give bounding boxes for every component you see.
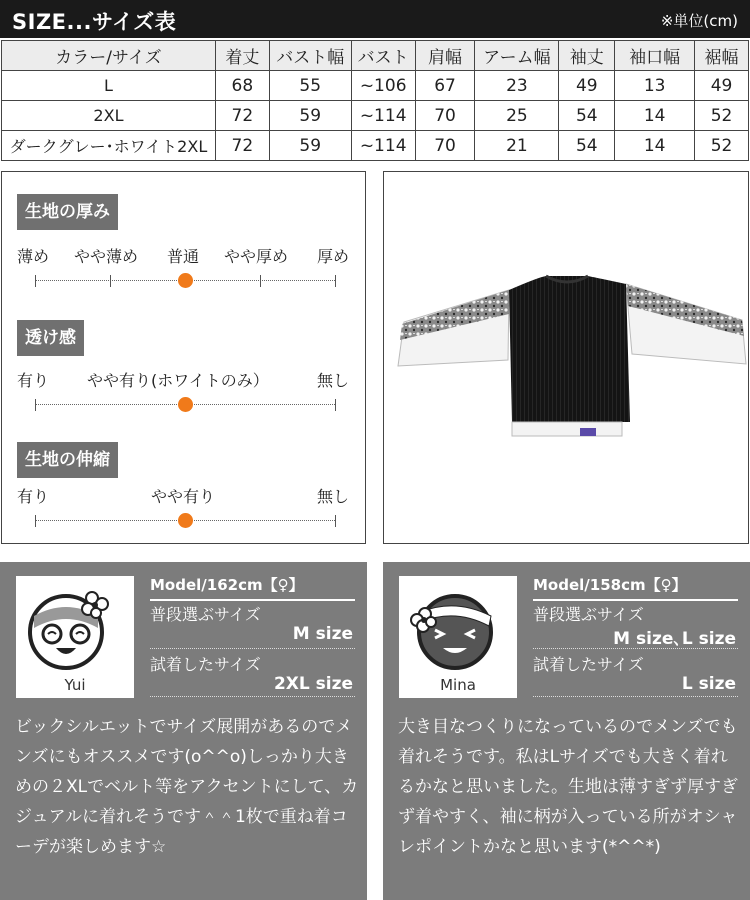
table-cell: 21 bbox=[475, 131, 559, 161]
scale-tick bbox=[335, 275, 336, 287]
transparency-option: 有り bbox=[17, 371, 50, 390]
thickness-label: 生地の厚み bbox=[17, 194, 118, 230]
divider bbox=[150, 696, 355, 697]
table-cell: 25 bbox=[475, 101, 559, 131]
avatar bbox=[16, 576, 134, 698]
divider bbox=[533, 648, 738, 649]
table-cell: 55 bbox=[269, 71, 351, 101]
model-heading bbox=[533, 574, 738, 601]
scale-tick bbox=[110, 275, 111, 287]
table-cell: ~114 bbox=[351, 101, 415, 131]
table-cell: 59 bbox=[269, 101, 351, 131]
table-header-row bbox=[2, 41, 749, 71]
model-face-icon bbox=[399, 576, 517, 676]
table-cell: 54 bbox=[559, 131, 615, 161]
table-cell: 14 bbox=[615, 131, 695, 161]
table-cell: ダークグレー･ホワイト2XL bbox=[2, 131, 216, 161]
table-header-cell: 肩幅 bbox=[415, 41, 475, 71]
model-comment: ビックシルエットでサイズ展開があるのでメンズにもオススメです(o^^o)しっかり大きめの２XLでベルト等をアクセントにして、カジュアルに着れそうです＾＾1枚で重ね着コーデが楽しめます☆ bbox=[15, 717, 359, 857]
table-cell: 52 bbox=[695, 101, 749, 131]
model-face-icon bbox=[16, 576, 134, 676]
table-cell: 23 bbox=[475, 71, 559, 101]
table-cell: 13 bbox=[615, 71, 695, 101]
size-table bbox=[1, 40, 749, 161]
divider bbox=[150, 648, 355, 649]
model-name: Yui bbox=[64, 676, 86, 694]
stretch-marker bbox=[178, 513, 193, 528]
table-row bbox=[2, 71, 749, 101]
scale-tick bbox=[35, 515, 36, 527]
thickness-option: 厚め bbox=[317, 247, 350, 266]
table-header-cell: 袖口幅 bbox=[615, 41, 695, 71]
usual-size-value: M size bbox=[292, 624, 353, 644]
thickness-option: 普通 bbox=[167, 247, 200, 266]
thickness-option: やや厚め bbox=[224, 247, 289, 266]
scale-tick bbox=[335, 399, 336, 411]
scale-tick bbox=[35, 275, 36, 287]
table-row bbox=[2, 101, 749, 131]
table-cell: 14 bbox=[615, 101, 695, 131]
tried-size-value: L size bbox=[681, 674, 736, 694]
transparency-option: 無し bbox=[317, 371, 350, 390]
table-cell: 52 bbox=[695, 131, 749, 161]
table-cell: 54 bbox=[559, 101, 615, 131]
table-header-cell: バスト bbox=[351, 41, 415, 71]
table-cell: 70 bbox=[415, 131, 475, 161]
model-heading-text: Model/162cm【♀】 bbox=[150, 576, 304, 594]
table-cell: ~106 bbox=[351, 71, 415, 101]
sweatshirt-image bbox=[384, 172, 748, 543]
table-cell: 59 bbox=[269, 131, 351, 161]
table-header-cell: 袖丈 bbox=[559, 41, 615, 71]
table-cell: 49 bbox=[559, 71, 615, 101]
stretch-label: 生地の伸縮 bbox=[17, 442, 118, 478]
table-cell: ~114 bbox=[351, 131, 415, 161]
thickness-option: 薄め bbox=[17, 247, 50, 266]
table-header-cell: アーム幅 bbox=[475, 41, 559, 71]
tried-size-label: 試着したサイズ bbox=[533, 655, 644, 674]
transparency-marker bbox=[178, 397, 193, 412]
table-cell: 67 bbox=[415, 71, 475, 101]
thickness-scale bbox=[35, 280, 335, 281]
table-cell: 68 bbox=[215, 71, 269, 101]
divider bbox=[533, 696, 738, 697]
tried-size-value: 2XL size bbox=[273, 674, 353, 694]
table-header-cell: カラー/サイズ bbox=[2, 41, 216, 71]
divider bbox=[150, 599, 355, 601]
table-cell: 70 bbox=[415, 101, 475, 131]
table-header-cell: 着丈 bbox=[215, 41, 269, 71]
tried-size-label: 試着したサイズ bbox=[150, 655, 261, 674]
model-heading-text: Model/158cm【♀】 bbox=[533, 576, 687, 594]
model-comment: 大き目なつくりになっているのでメンズでも着れそうです。私はLサイズでも大きく着れるかなと思いました。生地は薄すぎず厚すぎず着やすく、袖に柄が入っている所がオシャレポイントかなと思います(*^^*) bbox=[398, 717, 738, 857]
table-header-cell: 裾幅 bbox=[695, 41, 749, 71]
fabric-panel bbox=[1, 171, 366, 544]
thickness-option: やや薄め bbox=[74, 247, 139, 266]
scale-tick bbox=[260, 275, 261, 287]
table-cell: 72 bbox=[215, 101, 269, 131]
thickness-marker bbox=[178, 273, 193, 288]
divider bbox=[533, 599, 738, 601]
table-header-cell: バスト幅 bbox=[269, 41, 351, 71]
product-photo bbox=[383, 171, 749, 544]
usual-size-label: 普段選ぶサイズ bbox=[533, 605, 644, 624]
table-row bbox=[2, 131, 749, 161]
page-header bbox=[0, 0, 750, 38]
stretch-option: 無し bbox=[317, 487, 350, 506]
usual-size-label: 普段選ぶサイズ bbox=[150, 605, 261, 624]
stretch-option: やや有り bbox=[151, 487, 216, 506]
unit-note: ※単位(cm) bbox=[660, 12, 738, 30]
model-card-mina bbox=[383, 562, 750, 900]
stretch-option: 有り bbox=[17, 487, 50, 506]
scale-tick bbox=[35, 399, 36, 411]
transparency-option: やや有り(ホワイトのみ） bbox=[87, 371, 269, 390]
transparency-label: 透け感 bbox=[17, 320, 84, 356]
table-cell: 72 bbox=[215, 131, 269, 161]
transparency-scale bbox=[35, 404, 335, 405]
page-title: SIZE...サイズ表 bbox=[12, 10, 177, 34]
model-heading bbox=[150, 574, 355, 601]
avatar bbox=[399, 576, 517, 698]
model-name: Mina bbox=[440, 676, 476, 694]
scale-tick bbox=[335, 515, 336, 527]
table-cell: 49 bbox=[695, 71, 749, 101]
table-cell: L bbox=[2, 71, 216, 101]
model-card-yui bbox=[0, 562, 367, 900]
usual-size-value: M size､L size bbox=[613, 629, 736, 649]
table-cell: 2XL bbox=[2, 101, 216, 131]
stretch-scale bbox=[35, 520, 335, 521]
